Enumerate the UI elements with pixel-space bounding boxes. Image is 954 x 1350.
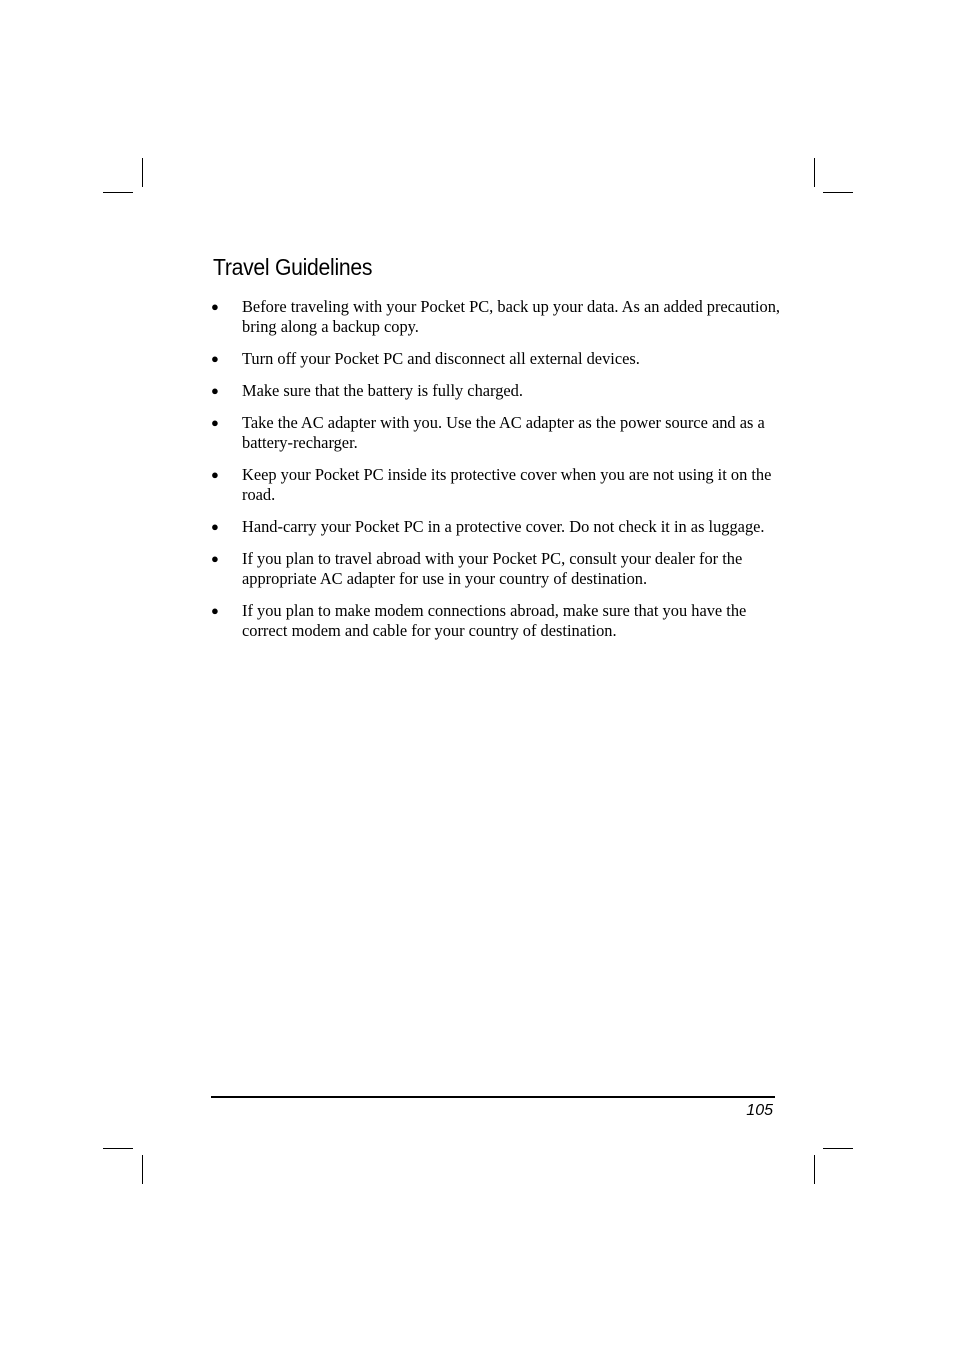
crop-mark-bottom-left-horizontal bbox=[103, 1148, 133, 1149]
crop-mark-bottom-right-horizontal bbox=[823, 1148, 853, 1149]
list-item bbox=[0, 349, 782, 369]
list-item-text: If you plan to travel abroad with your Pocket PC, consult your dealer for the appropriate AC adapter for use in your country of destination. bbox=[242, 549, 743, 588]
list-item-text: Make sure that the battery is fully charged. bbox=[242, 381, 523, 400]
list-item bbox=[0, 413, 782, 453]
list-item bbox=[0, 381, 782, 401]
bullet-icon: ● bbox=[211, 383, 219, 398]
crop-mark-top-left-horizontal bbox=[103, 192, 133, 193]
list-item bbox=[0, 465, 782, 505]
bullet-icon: ● bbox=[211, 299, 219, 314]
list-item bbox=[0, 601, 782, 641]
guideline-list bbox=[0, 297, 954, 653]
crop-mark-bottom-right-vertical bbox=[814, 1155, 815, 1184]
bullet-icon: ● bbox=[211, 519, 219, 534]
crop-mark-top-right-vertical bbox=[814, 158, 815, 187]
list-item-text: If you plan to make modem connections abroad, make sure that you have the correct modem and cable for your country of destination. bbox=[242, 601, 747, 640]
list-item bbox=[0, 517, 782, 537]
list-item-text: Hand-carry your Pocket PC in a protective cover. Do not check it in as luggage. bbox=[242, 517, 765, 536]
crop-mark-top-right-horizontal bbox=[823, 192, 853, 193]
list-item-text: Take the AC adapter with you. Use the AC adapter as the power source and as a battery-recharger. bbox=[242, 413, 765, 452]
section-heading: Travel Guidelines bbox=[213, 254, 373, 280]
bullet-icon: ● bbox=[211, 351, 219, 366]
bullet-icon: ● bbox=[211, 603, 219, 618]
list-item bbox=[0, 549, 782, 589]
list-item bbox=[0, 297, 782, 337]
list-item-text: Keep your Pocket PC inside its protective cover when you are not using it on the road. bbox=[242, 465, 772, 504]
bullet-icon: ● bbox=[211, 467, 219, 482]
crop-mark-bottom-left-vertical bbox=[142, 1155, 143, 1184]
bullet-icon: ● bbox=[211, 551, 219, 566]
list-item-text: Turn off your Pocket PC and disconnect all external devices. bbox=[242, 349, 640, 368]
crop-mark-top-left-vertical bbox=[142, 158, 143, 187]
page-number: 105 bbox=[746, 1102, 773, 1119]
list-item-text: Before traveling with your Pocket PC, back up your data. As an added precaution, bring along a backup copy. bbox=[242, 297, 781, 336]
footer-rule bbox=[211, 1096, 775, 1098]
bullet-icon: ● bbox=[211, 415, 219, 430]
